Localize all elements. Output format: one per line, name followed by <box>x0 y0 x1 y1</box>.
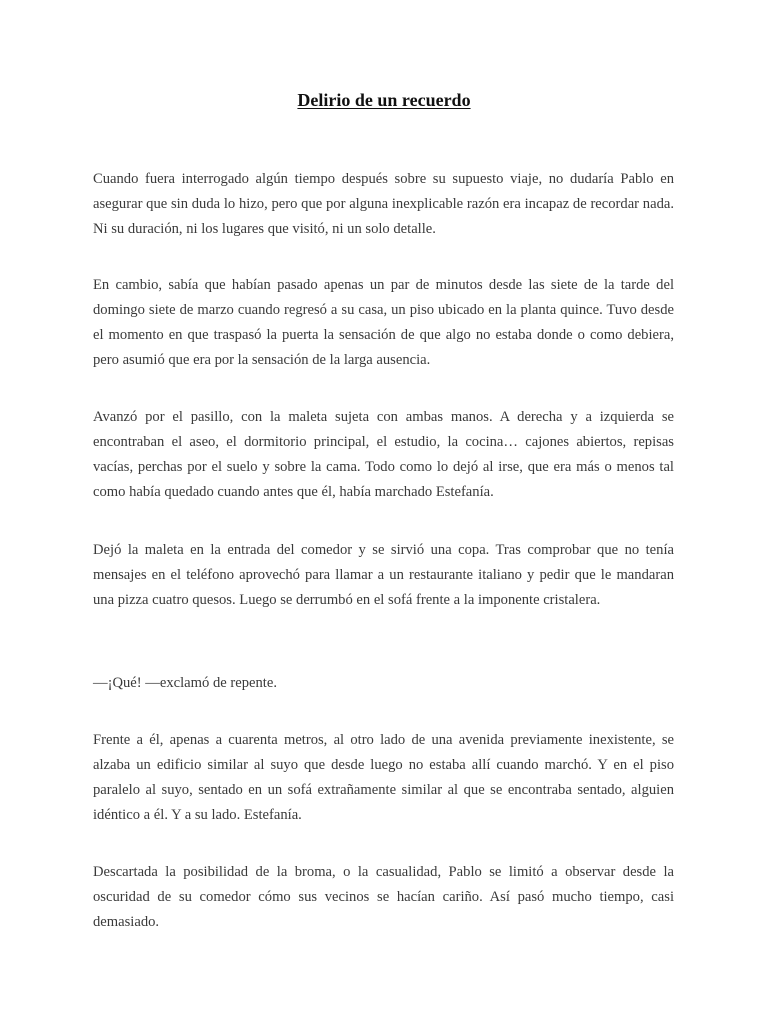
paragraph-5-dialogue: —¡Qué! —exclamó de repente. <box>93 675 277 691</box>
paragraph-2: En cambio, sabía que habían pasado apenas un par de minutos desde las siete de la tarde del domingo siete de marzo cuando regresó a su casa, un piso ubicado en la planta quince. Tuvo desde el momento en que traspasó la puerta la sensación de que algo no estaba donde o como debiera, pero asumió que era por la sensación de la larga ausencia. <box>93 277 674 368</box>
paragraph-4: Dejó la maleta en la entrada del comedor y se sirvió una copa. Tras comprobar que no tenía mensajes en el teléfono aprovechó para llamar a un restaurante italiano y pedir que le mandaran una pizza cuatro quesos. Luego se derrumbó en el sofá frente a la imponente cristalera. <box>93 542 674 608</box>
document-title: Delirio de un recuerdo <box>297 90 471 110</box>
paragraph-3: Avanzó por el pasillo, con la maleta sujeta con ambas manos. A derecha y a izquierda se encontraban el aseo, el dormitorio principal, el estudio, la cocina… cajones abiertos, repisas vacías, perchas por el suelo y sobre la cama. Todo como lo dejó al irse, que era más o menos tal como había quedado cuando antes que él, había marchado Estefanía. <box>93 409 674 500</box>
paragraph-1: Cuando fuera interrogado algún tiempo después sobre su supuesto viaje, no dudaría Pablo en asegurar que sin duda lo hizo, pero que por alguna inexplicable razón era incapaz de recordar nada. Ni su duración, ni los lugares que visitó, ni un solo detalle. <box>93 171 674 237</box>
paragraph-7: Descartada la posibilidad de la broma, o la casualidad, Pablo se limitó a observar desde la oscuridad de su comedor cómo sus vecinos se hacían cariño. Así pasó mucho tiempo, casi demasiado. <box>93 864 674 930</box>
paragraph-6: Frente a él, apenas a cuarenta metros, al otro lado de una avenida previamente inexistente, se alzaba un edificio similar al suyo que desde luego no estaba allí cuando marchó. Y en el piso paralelo al suyo, sentado en un sofá extrañamente similar al que se encontraba sentado, alguien idéntico a él. Y a su lado. Estefanía. <box>93 732 674 823</box>
